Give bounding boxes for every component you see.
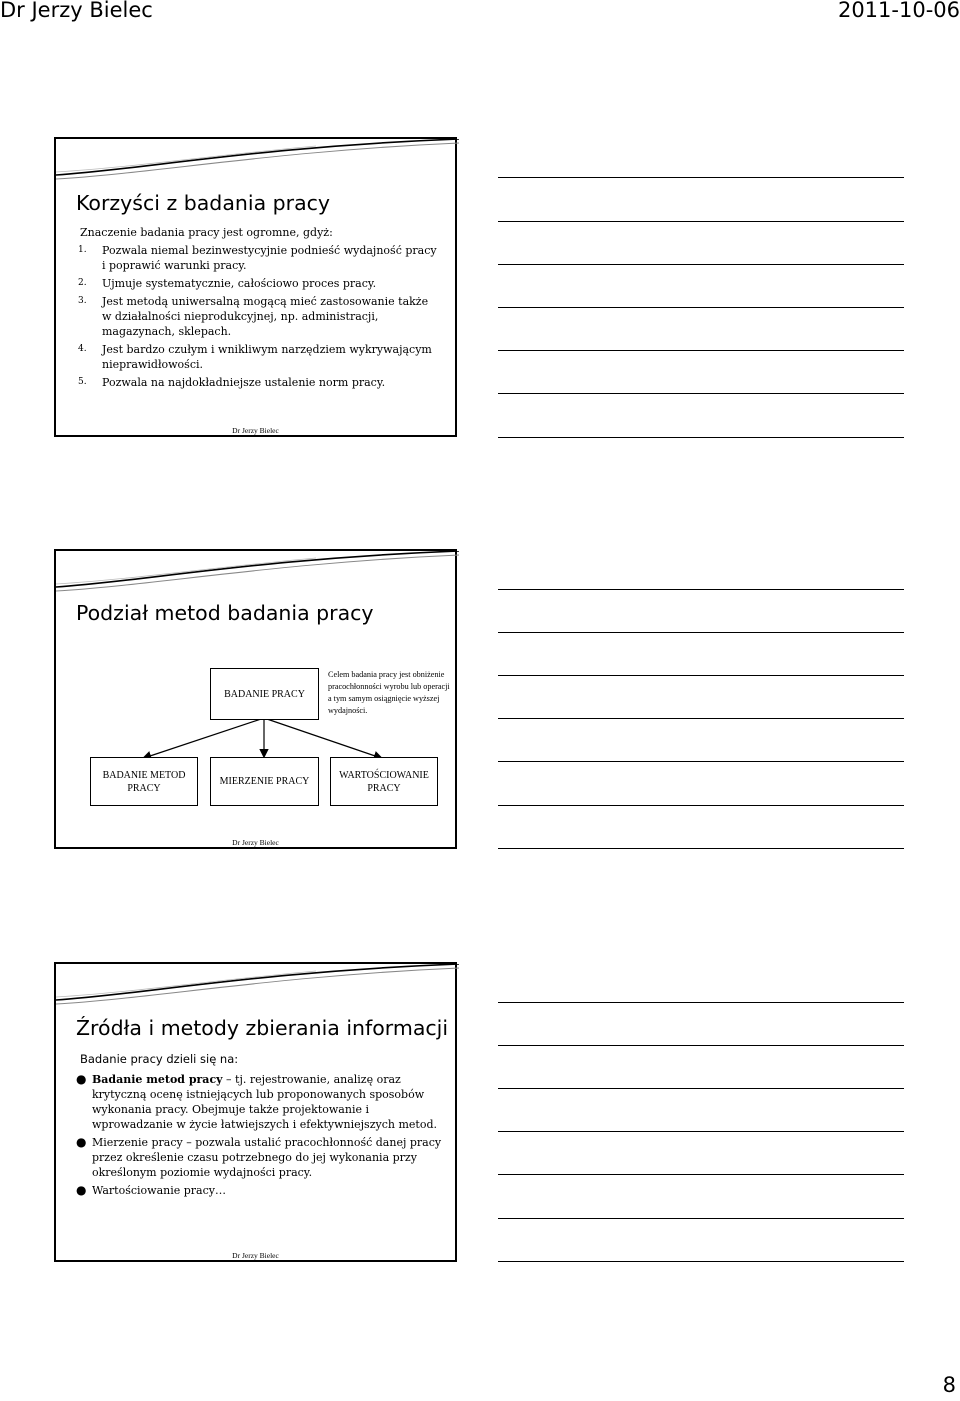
note-line: [498, 1261, 904, 1262]
list-bold-text: Badanie metod pracy: [92, 1073, 223, 1086]
list-number: 5.: [78, 377, 87, 387]
note-line: [498, 761, 904, 762]
bullet-list: [76, 1072, 446, 1201]
list-item: [78, 243, 438, 273]
note-line: [498, 393, 904, 394]
note-line: [498, 264, 904, 265]
list-number: 4.: [78, 344, 87, 354]
slide-title: Źródła i metody zbierania informacji: [76, 1016, 449, 1040]
list-text: Pozwala na najdokładniejsze ustalenie norm pracy.: [102, 376, 386, 389]
list-item: [78, 276, 438, 291]
list-item: [78, 294, 438, 339]
note-line: [498, 675, 904, 676]
list-item: [78, 375, 438, 390]
diagram-child-box: BADANIE METOD PRACY: [90, 757, 198, 806]
slide-footer: Dr Jerzy Bielec: [232, 838, 279, 847]
diagram-child-box: WARTOŚCIOWANIE PRACY: [330, 757, 438, 806]
slide-footer: Dr Jerzy Bielec: [232, 426, 279, 435]
slide-decoration: [56, 139, 459, 187]
page-number: 8: [942, 1373, 956, 1397]
list-item: [76, 1072, 446, 1132]
list-number: 1.: [78, 245, 87, 255]
note-line: [498, 437, 904, 438]
page-header-date: 2011-10-06: [837, 0, 960, 22]
note-line: [498, 221, 904, 222]
diagram-root-box: BADANIE PRACY: [210, 668, 319, 720]
bullet-icon: ●: [76, 1183, 87, 1197]
note-line: [498, 718, 904, 719]
list-rest-text: – tj. rejestrowanie, analizę oraz krytyczną ocenę istniejących lub proponowanych sposobów wykonania pracy. Obejmuje także projektowanie i wprowadzanie w życie łatwiejszych i efektywniejszych metod.: [92, 1073, 437, 1131]
note-line: [498, 589, 904, 590]
slide-lead: Badanie pracy dzieli się na:: [80, 1052, 239, 1066]
note-line: [498, 1174, 904, 1175]
bullet-icon: ●: [76, 1135, 87, 1149]
slide-intro: Znaczenie badania pracy jest ogromne, gdyż:: [80, 226, 333, 239]
note-line: [498, 177, 904, 178]
list-number: 3.: [78, 296, 87, 306]
list-item: [76, 1135, 446, 1180]
list-text: Ujmuje systematycznie, całościowo proces pracy.: [102, 277, 377, 290]
note-line: [498, 848, 904, 849]
list-item: [78, 342, 438, 372]
slide-3: [54, 962, 457, 1262]
note-line: [498, 1088, 904, 1089]
list-text: Jest metodą uniwersalną mogącą mieć zastosowanie także w działalności nieprodukcyjnej, np. administracji, magazynach, sklepach.: [102, 295, 429, 338]
slide-title: Podział metod badania pracy: [76, 601, 374, 625]
note-line: [498, 1045, 904, 1046]
benefits-list: [78, 243, 438, 393]
note-line: [498, 632, 904, 633]
slide-1: [54, 137, 457, 437]
note-line: [498, 805, 904, 806]
list-text: [92, 1072, 446, 1132]
page-header-author: Dr Jerzy Bielec: [0, 0, 153, 22]
list-text: Pozwala niemal bezinwestycyjnie podnieść wydajność pracy i poprawić warunki pracy.: [102, 244, 437, 272]
diagram-child-box: MIERZENIE PRACY: [210, 757, 319, 806]
diagram-note: Celem badania pracy jest obniżenie pracochłonności wyrobu lub operacji a tym samym osiągnięcie wyższej wydajności.: [328, 670, 450, 715]
slide-2: [54, 549, 457, 849]
slide-title: Korzyści z badania pracy: [76, 191, 331, 215]
note-line: [498, 1131, 904, 1132]
note-line: [498, 307, 904, 308]
list-item: [76, 1183, 446, 1198]
slide-footer: Dr Jerzy Bielec: [232, 1251, 279, 1260]
list-text: Mierzenie pracy – pozwala ustalić pracochłonność danej pracy przez określenie czasu potrzebnego do jej wykonania przy określonym poziomie wydajności pracy.: [92, 1136, 442, 1179]
note-line: [498, 350, 904, 351]
list-text: Jest bardzo czułym i wnikliwym narzędziem wykrywającym nieprawidłowości.: [102, 343, 432, 371]
note-line: [498, 1002, 904, 1003]
list-number: 2.: [78, 278, 87, 288]
bullet-icon: ●: [76, 1072, 87, 1086]
list-text: Wartościowanie pracy…: [92, 1184, 226, 1197]
slide-decoration: [56, 964, 459, 1012]
note-line: [498, 1218, 904, 1219]
